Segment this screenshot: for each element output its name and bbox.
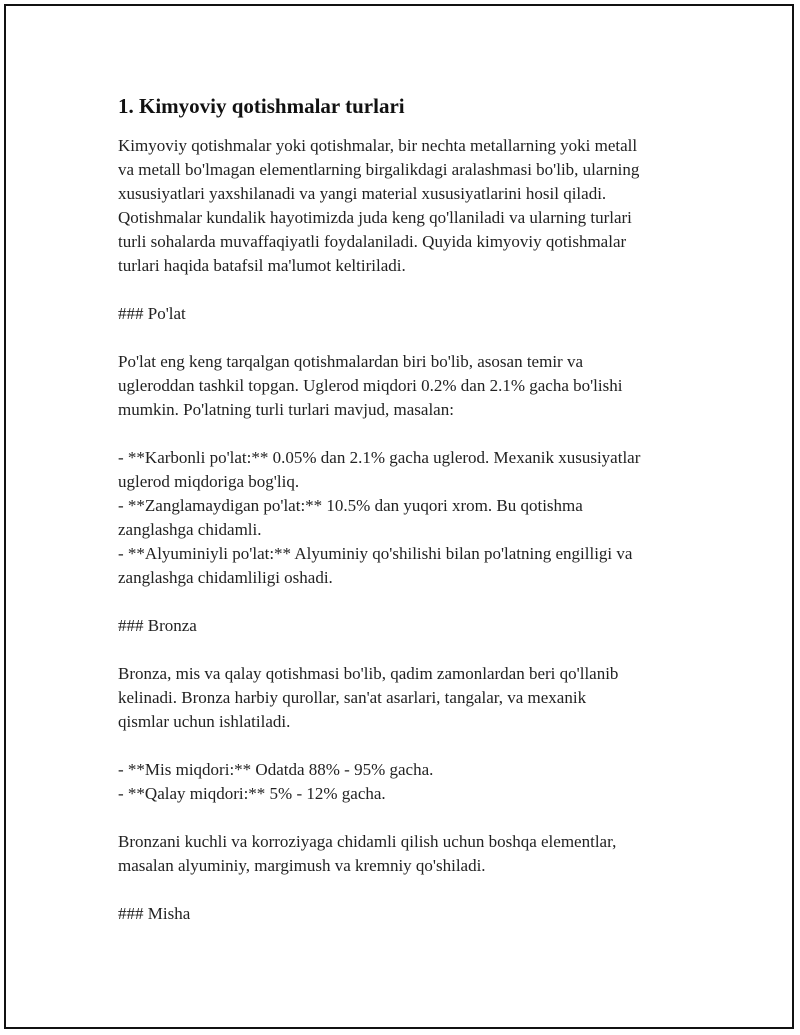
spacer: [118, 638, 708, 662]
spacer: [118, 806, 708, 830]
bronza-closing-paragraph: Bronzani kuchli va korroziyaga chidamli qilish uchun boshqa elementlar, masalan alyuminiy, margimush va kremniy qo'shiladi.: [118, 832, 617, 875]
polat-heading: ### Po'lat: [118, 304, 186, 323]
document-body: [118, 92, 708, 926]
spacer: [118, 326, 708, 350]
polat-list: - **Karbonli po'lat:** 0.05% dan 2.1% gacha uglerod. Mexanik xususiyatlar uglerod miqdoriga bog'liq. - **Zanglamaydigan po'lat:** 10.5% dan yuqori xrom. Bu qotishma zanglashga chidamli. - **Alyuminiyli po'lat:** Alyuminiy qo'shilishi bilan po'latning engilligi va zanglashga chidamliligi oshadi.: [118, 448, 641, 587]
intro-paragraph: Kimyoviy qotishmalar yoki qotishmalar, bir nechta metallarning yoki metall va metall bo'lmagan elementlarning birgalikdagi aralashmasi bo'lib, ularning xususiyatlari yaxshilanadi va yangi material xususiyatlarini hosil qiladi. Qotishmalar kundalik hayotimizda juda keng qo'llaniladi va ularning turlari turli sohalarda muvaffaqiyatli foydalaniladi. Quyida kimyoviy qotishmalar turlari haqida batafsil ma'lumot keltiriladi.: [118, 136, 640, 275]
spacer: [118, 278, 708, 302]
document-title: 1. Kimyoviy qotishmalar turlari: [118, 94, 405, 118]
misha-heading: ### Misha: [118, 904, 191, 923]
spacer: [118, 590, 708, 614]
spacer: [118, 422, 708, 446]
bronza-heading: ### Bronza: [118, 616, 197, 635]
spacer: [118, 734, 708, 758]
bronza-paragraph: Bronza, mis va qalay qotishmasi bo'lib, qadim zamonlardan beri qo'llanib kelinadi. Bronza harbiy qurollar, san'at asarlari, tangalar, va mexanik qismlar uchun ishlatiladi.: [118, 664, 619, 731]
spacer: [118, 878, 708, 902]
bronza-list: - **Mis miqdori:** Odatda 88% - 95% gacha. - **Qalay miqdori:** 5% - 12% gacha.: [118, 760, 434, 803]
polat-paragraph: Po'lat eng keng tarqalgan qotishmalardan biri bo'lib, asosan temir va ugleroddan tashkil topgan. Uglerod miqdori 0.2% dan 2.1% gacha bo'lishi mumkin. Po'latning turli turlari mavjud, masalan:: [118, 352, 623, 419]
